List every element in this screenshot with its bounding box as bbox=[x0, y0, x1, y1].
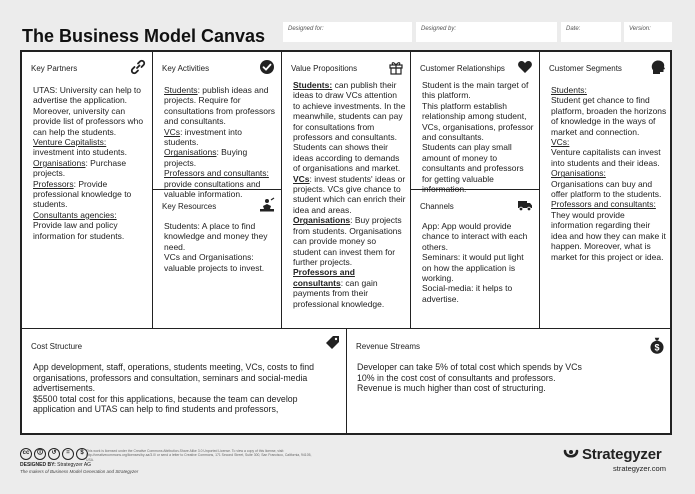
strategyzer-logo bbox=[563, 446, 662, 463]
strategyzer-brand: Strategyzer bbox=[582, 446, 662, 463]
person-head-icon bbox=[650, 59, 666, 75]
text-line: VCs: bbox=[551, 137, 570, 148]
text-line: Developer can take 5% of total cost which spends by VCs bbox=[357, 362, 582, 372]
key-activities-text bbox=[164, 85, 277, 199]
revenue-streams-text bbox=[357, 362, 668, 394]
text-line: UTAS: University can help to advertise the application. Moreover, university can provide list of professors who can help the students. bbox=[33, 85, 144, 137]
key-partners-block bbox=[22, 52, 153, 329]
version-field[interactable] bbox=[624, 22, 672, 42]
worker-icon bbox=[259, 197, 275, 213]
designed-by-label: Designed by: bbox=[421, 26, 457, 32]
designed-by-value: Strategyzer AG bbox=[57, 462, 92, 468]
channels-label: Channels bbox=[420, 202, 454, 211]
text-line: Organisations: bbox=[551, 168, 606, 179]
cc-by-icon: 🛈 bbox=[34, 448, 46, 460]
customer-relationships-label: Customer Relationships bbox=[420, 64, 505, 73]
text-line: VCs and Organisations: valuable projects to invest. bbox=[164, 252, 265, 273]
business-model-canvas bbox=[20, 50, 672, 435]
maker-text: The makers of Business Model Generation and Strategyzer bbox=[20, 469, 139, 474]
link-icon bbox=[130, 59, 146, 75]
svg-text:$: $ bbox=[654, 342, 660, 353]
text-line: Students can play small amount of money to consultants and professors for getting valuable information. bbox=[422, 142, 524, 195]
text-line: Professors: Provide professional knowledge to students. bbox=[33, 178, 132, 210]
text-line: investment into students. bbox=[33, 147, 128, 158]
text-line: Student is the main target of this platform. bbox=[422, 80, 529, 101]
text-line: Professors and consultants: provide consultations and valuable information. bbox=[164, 168, 269, 200]
text-line: Professors and consultants: bbox=[551, 199, 656, 210]
text-line: App development, staff, operations, students meeting, VCs, costs to find organisations, professors and consultation, seminars and social-media advertisements. bbox=[33, 362, 315, 394]
date-field[interactable] bbox=[561, 22, 621, 42]
customer-segments-block bbox=[540, 52, 672, 329]
designed-for-field[interactable] bbox=[283, 22, 412, 42]
value-propositions-text bbox=[293, 80, 406, 309]
truck-icon bbox=[517, 197, 533, 213]
key-partners-label: Key Partners bbox=[31, 64, 78, 73]
key-resources-text bbox=[164, 221, 277, 273]
channels-text bbox=[422, 221, 535, 304]
customer-relationships-block bbox=[411, 52, 540, 195]
key-activities-label: Key Activities bbox=[162, 64, 210, 73]
key-resources-block bbox=[153, 190, 282, 329]
text-line: Professors and consultants: can gain payments from their professional knowledge. bbox=[293, 267, 385, 309]
text-line: VCs: invest students' ideas or projects. VCs give chance to student which can enrich their idea and areas. bbox=[293, 173, 406, 215]
text-line: Student get chance to find platform, broaden the horizons of knowledge in the ways of market and connection. bbox=[551, 95, 667, 137]
designed-by-line bbox=[20, 462, 91, 468]
version-label: Version: bbox=[629, 26, 651, 32]
text-line: Organisations: Purchase projects. bbox=[33, 157, 127, 179]
strategyzer-logo-icon bbox=[563, 448, 579, 462]
text-line: Consultants agencies: bbox=[33, 209, 117, 220]
text-line: Social-media: it helps to advertise. bbox=[422, 283, 513, 304]
check-circle-icon bbox=[259, 59, 275, 75]
customer-segments-text bbox=[551, 85, 668, 262]
text-line: Students: can publish their ideas to draw VCs attention to achieve investments. In the meanwhile, students can pay for consultations from professors and consultants. Students can shows their ideas according to demands of organisations and market. bbox=[293, 80, 406, 174]
date-label: Date: bbox=[566, 26, 581, 32]
key-resources-label: Key Resources bbox=[162, 202, 217, 211]
cc-nc-icon: = bbox=[62, 448, 74, 460]
text-line: They would provide information regarding their idea and how they can make it happen. Moreover, what is market for this project or idea. bbox=[551, 209, 666, 262]
cc-sa-icon: ↺ bbox=[48, 448, 60, 460]
designed-by-field[interactable] bbox=[416, 22, 557, 42]
license-text: This work is licensed under the Creative Commons Attribution-Share Alike 3.0 Unported License. To view a copy of this license, visit: http://creativecommons.org/licenses/by-sa/3.0/ or send a letter to Creative Commons, 171 Second Street, Suite 300, San Francisco, California, 94105, USA. bbox=[86, 449, 312, 462]
value-propositions-block bbox=[282, 52, 411, 329]
designed-by-label: DESIGNED BY: bbox=[20, 462, 56, 468]
text-line: Provide law and policy information for students. bbox=[33, 220, 125, 241]
cost-structure-block bbox=[22, 329, 347, 435]
text-line: Venture capitalists can invest into students and their ideas. bbox=[551, 147, 661, 168]
text-line: $5500 total cost for this applications, because the team can develop application and UTAS can help to find students and professors, bbox=[33, 393, 298, 415]
cost-structure-text bbox=[33, 362, 338, 415]
strategyzer-url: strategyzer.com bbox=[613, 464, 666, 473]
text-line: Venture Capitalists: bbox=[33, 137, 107, 148]
designed-for-label: Designed for: bbox=[288, 26, 324, 32]
channels-block bbox=[411, 190, 540, 329]
text-line: Organisations: Buy projects from students. Organisations can provide money so student can invest them for further projects. bbox=[293, 215, 402, 267]
key-partners-text bbox=[33, 85, 148, 241]
customer-segments-label: Customer Segments bbox=[549, 64, 622, 73]
cc-icon: cc bbox=[20, 448, 32, 460]
cost-structure-label: Cost Structure bbox=[31, 342, 83, 351]
text-line: Students: A place to find knowledge and money they need. bbox=[164, 221, 268, 252]
text-line: Students: bbox=[551, 85, 587, 95]
canvas-title: The Business Model Canvas bbox=[22, 26, 266, 46]
money-bag-icon bbox=[648, 336, 666, 354]
value-propositions-label: Value Propositions bbox=[291, 64, 358, 73]
customer-relationships-text bbox=[422, 80, 535, 194]
gift-icon bbox=[388, 59, 404, 75]
text-line: Seminars: it would put light on how the application is working. bbox=[422, 252, 524, 284]
text-line: VCs: investment into students. bbox=[164, 126, 242, 148]
text-line: App: App would provide chance to interact with each others. bbox=[422, 221, 528, 252]
text-line: This platform establish relationship among student, VCs, organisations, professor and consultants. bbox=[422, 100, 534, 143]
heart-icon bbox=[517, 59, 533, 75]
text-line: 10% in the cost cost of consultants and professors. bbox=[357, 372, 556, 383]
text-line: Students: publish ideas and projects. Require for consultations from professors and consultants. bbox=[164, 85, 276, 127]
text-line: Organisations: Buying projects. bbox=[164, 147, 248, 168]
cc-license-icons bbox=[20, 448, 88, 460]
revenue-streams-block bbox=[347, 329, 672, 435]
price-tag-icon bbox=[324, 334, 340, 350]
text-line: Revenue is much higher than cost of structuring. bbox=[357, 383, 546, 394]
text-line: Organisations can buy and offer platform to the students. bbox=[551, 178, 662, 200]
revenue-streams-label: Revenue Streams bbox=[356, 342, 421, 351]
key-activities-block bbox=[153, 52, 282, 200]
cc-nd-icon: $ bbox=[76, 448, 88, 460]
